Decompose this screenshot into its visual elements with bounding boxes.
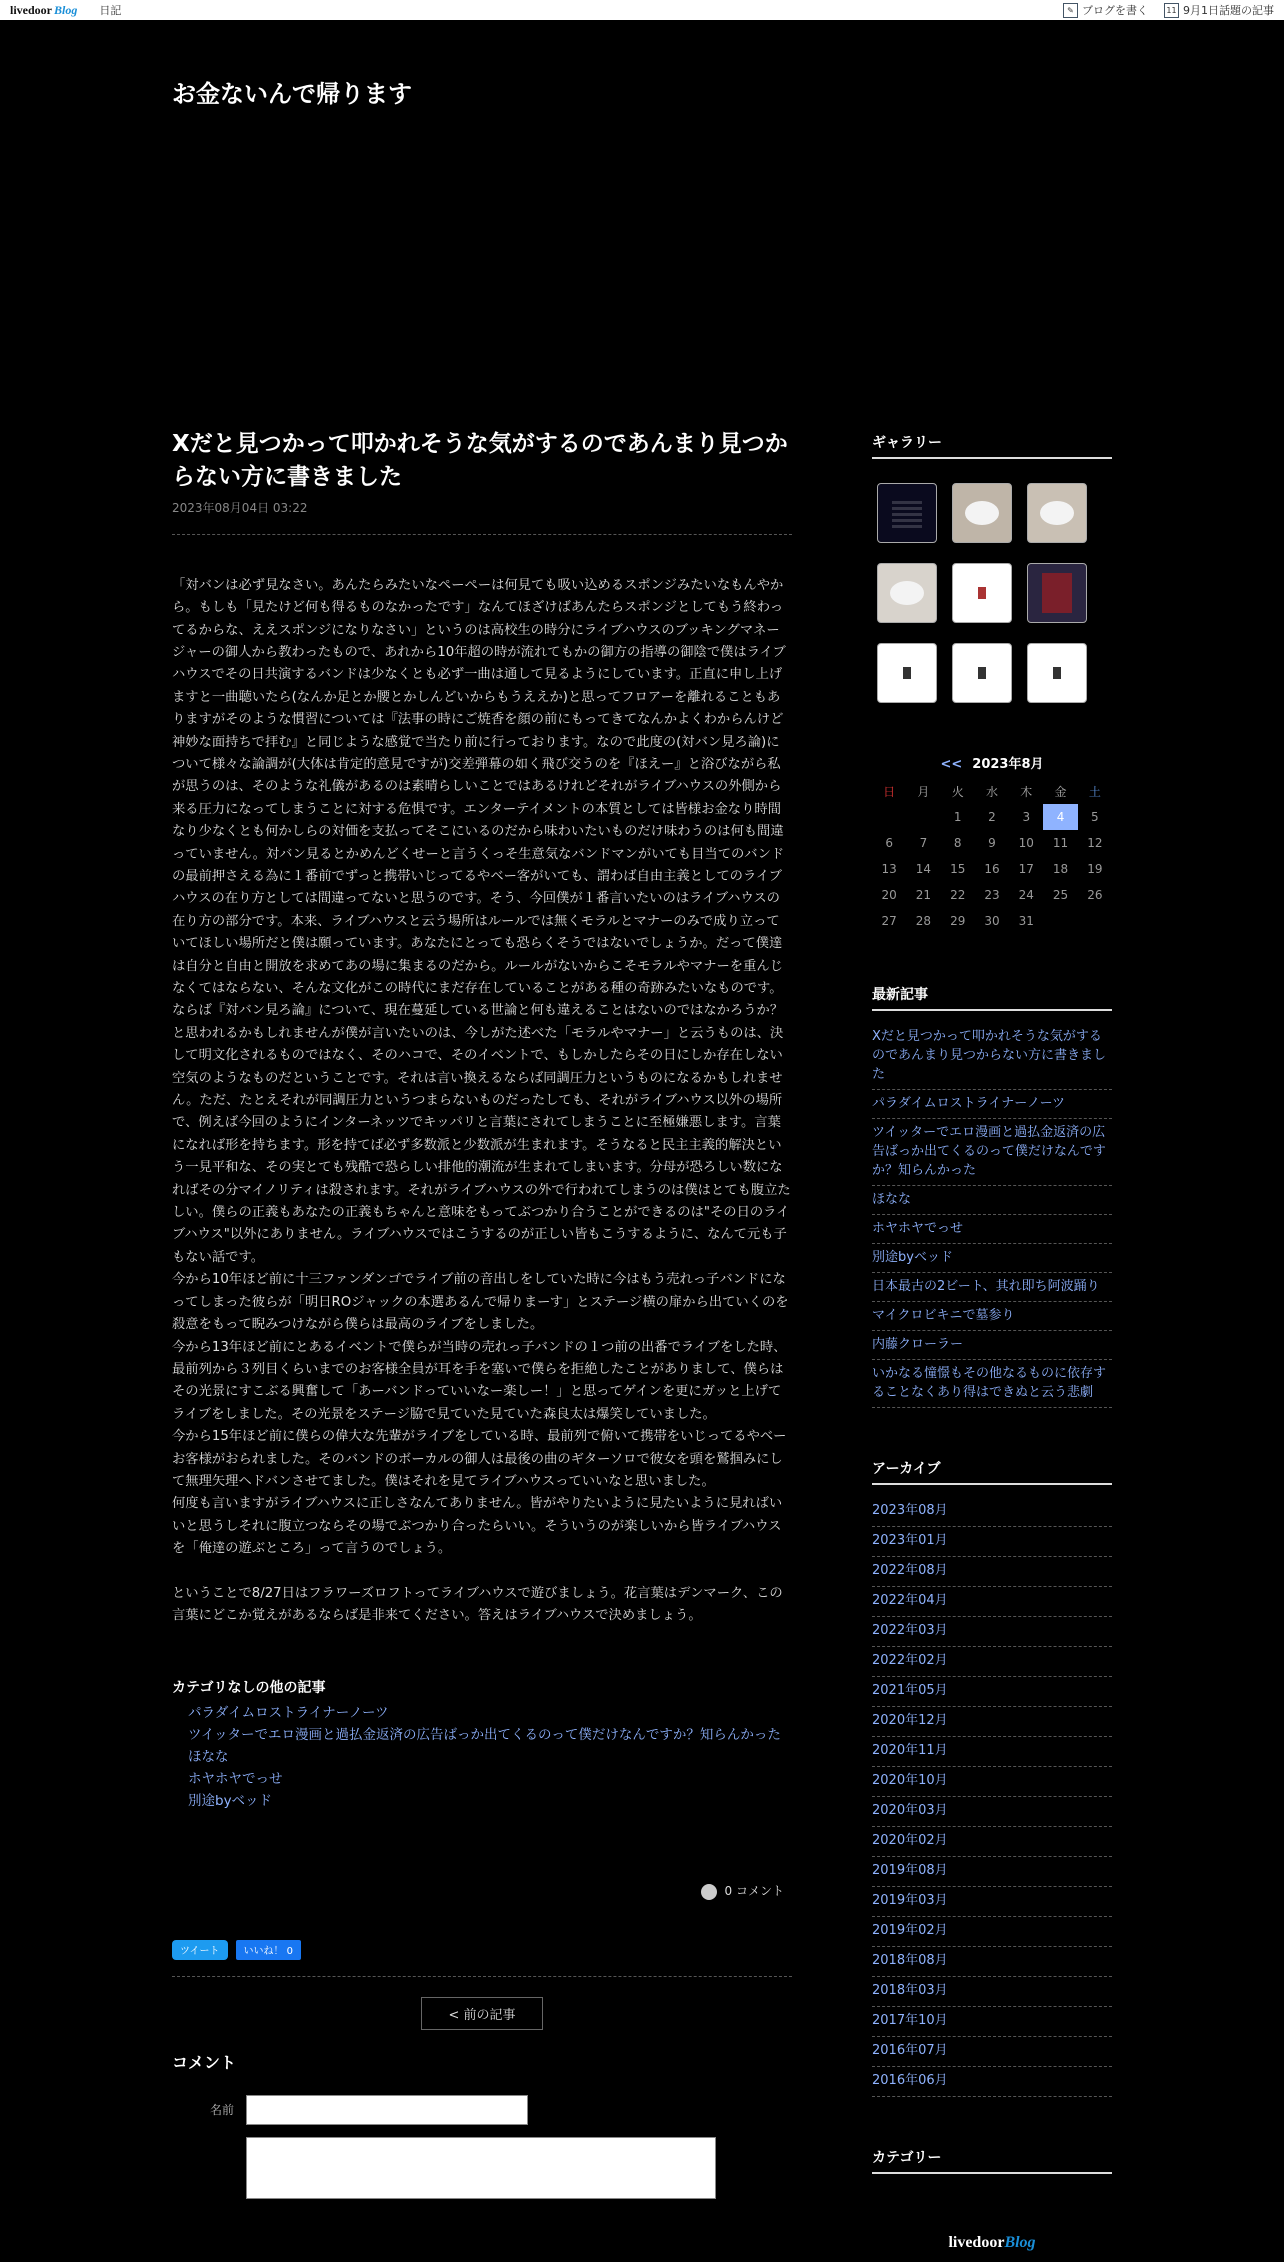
logo-text: livedoor xyxy=(10,2,52,17)
article-paragraph: 「対バンは必ず見なさい。あんたらみたいなペーペーは何見ても吸い込めるスポンジみたいなもんやから。もしも「見たけど何も得るものなかったです」なんてほざけばあんたらスポンジとしてもう終わってるからな、ええスポンジになりなさい」というのは高校生の時分にライブハウスのブッキングマネージャーの御人から教わったもので、あれから10年超の時が流れてもかの御方の指導の御陰で僕はライブハウスでその日共演するバンドは少なくとも必ず一曲は通して見るようにしています。正直に申し上げますと一曲聴いたら(なんか足とか腰とかしんどいからもうええか)と思ってフロアーを離れることもありますがそのような慣習については『法事の時にご焼香を顔の前にもってきてなんかよくわからんけど神妙な面持ちで拝む』と同じような感覚で当たり前に行っております。なので此度の(対バン見ろ論)について様々な論調が(大体は肯定的意見ですが)交差弾幕の如く飛び交うのを『ほえー』と浴びながら私が思うのは、そのような礼儀があるのは素晴らしいことではあるけれどそれがライブハウスの外側から来る圧力になってしまうことに対する危惧です。エンターテイメントの本質としては皆様お金なり時間なり少なくとも何かしらの対価を支払ってそこにいるのだから味わいたいものだけ味わうのは何も間違っていません。対バン見るとかめんどくせーと言うくっそ生意気なバンドマンがいても目当てのバンドの最前押さえる為に１番前でずっと携帯いじってるやベー客がいても、謂わば自由主義としてのライブハウスの在り方としては間違ってないと思うのです。そう、今回僕が１番言いたいのはライブハウスの在り方の部分です。本来、ライブハウスと云う場所はルールでは無くモラルとマナーのみで成り立っていてほしい場所だと僕は願っています。あなたにとっても恐らくそうではないでしょうか。だって僕達は自分と自由と開放を求めてあの場に集まるのだから。ルールがないからこそモラルやマナーを重んじなくてはならない、そんな文化がこの時代にまだ存在していることがある種の奇跡みたいなものです。 xyxy=(172,577,786,996)
gallery-thumbnail[interactable] xyxy=(877,483,937,543)
archive-link[interactable]: 2019年08月 xyxy=(872,1863,948,1878)
other-articles-list xyxy=(188,1703,792,1812)
recent-item xyxy=(872,1119,1112,1186)
logo-blog-text: Blog xyxy=(54,2,78,17)
calendar-weekday: 木 xyxy=(1020,784,1033,799)
gallery-thumbnail[interactable] xyxy=(1027,643,1087,703)
calendar-month: 2023年8月 xyxy=(972,757,1044,772)
calendar-day: 5 xyxy=(1091,810,1099,824)
calendar-day: 28 xyxy=(915,914,932,928)
gallery-thumbnail[interactable] xyxy=(1027,563,1087,623)
footer-logo-blog: Blog xyxy=(1004,2234,1036,2251)
other-articles-title: カテゴリなしの他の記事 xyxy=(172,1680,326,1697)
archive-item xyxy=(872,2037,1112,2067)
recent-link[interactable]: 内藤クローラー xyxy=(872,1337,964,1352)
recent-link[interactable]: ツイッターでエロ漫画と過払金返済の広告ばっか出てくるのって僕だけなんですか？知らんかった xyxy=(872,1125,1106,1178)
archive-link[interactable]: 2019年02月 xyxy=(872,1923,948,1938)
calendar-weekday: 水 xyxy=(985,784,998,799)
calendar-week xyxy=(872,908,1112,934)
archive-link[interactable]: 2018年03月 xyxy=(872,1983,948,1998)
recent-item xyxy=(872,1360,1112,1408)
recent-item xyxy=(872,1302,1112,1331)
archive-item xyxy=(872,1767,1112,1797)
calendar-week xyxy=(872,804,1112,830)
archive-list xyxy=(872,1497,1112,2097)
calendar-day: 24 xyxy=(1018,888,1034,902)
other-article-link[interactable]: 別途byベッド xyxy=(188,1793,273,1810)
comment-count-link[interactable] xyxy=(172,1882,792,1900)
calendar-week xyxy=(872,882,1112,908)
gallery-thumbnail[interactable] xyxy=(877,643,937,703)
archive-link[interactable]: 2022年03月 xyxy=(872,1623,948,1638)
livedoor-logo[interactable] xyxy=(10,3,77,18)
archive-item xyxy=(872,2067,1112,2097)
archive-item xyxy=(872,1587,1112,1617)
top-bar-right xyxy=(1063,0,1274,20)
archive-link[interactable]: 2016年07月 xyxy=(872,2043,948,2058)
gallery-thumbnail[interactable] xyxy=(1027,483,1087,543)
thumbnail-image xyxy=(892,498,922,528)
archive-link[interactable]: 2022年02月 xyxy=(872,1653,948,1668)
calendar-day: 21 xyxy=(915,888,932,902)
recent-title: 最新記事 xyxy=(872,984,1112,1011)
recent-item xyxy=(872,1244,1112,1273)
divider xyxy=(172,1976,792,1977)
calendar-weekday: 金 xyxy=(1054,784,1067,799)
calendar-weekdays xyxy=(872,778,1112,804)
archive-link[interactable]: 2023年08月 xyxy=(872,1503,948,1518)
recent-list xyxy=(872,1023,1112,1408)
article-paragraph: 今から10年ほど前に十三ファンダンゴでライブ前の音出しをしていた時に今はもう売れっ子バンドになってしまった彼らが「明日ROジャックの本選あるんで帰りまーす」とステージ横の扉から出ていくのを殺意をもって睨みつけながら僕らは最高のライブをしました。 xyxy=(172,1272,789,1333)
comment-name-row xyxy=(172,2095,792,2125)
thumbnail-image xyxy=(1053,667,1061,679)
calendar-day: 30 xyxy=(984,914,1000,928)
gallery-thumbnail[interactable] xyxy=(952,483,1012,543)
thumbnail-image xyxy=(978,667,986,679)
archive-title: アーカイブ xyxy=(872,1458,1112,1485)
calendar-day: 26 xyxy=(1087,888,1103,902)
calendar-day: 15 xyxy=(950,862,966,876)
recent-link[interactable]: ほなな xyxy=(872,1192,912,1207)
archive-link[interactable]: 2017年10月 xyxy=(872,2013,948,2028)
calendar-body xyxy=(872,804,1112,934)
top-bar xyxy=(0,0,1284,20)
calendar-day: 8 xyxy=(953,836,962,850)
comments-title: コメント xyxy=(172,2052,237,2072)
write-blog-label: ブログを書く xyxy=(1082,3,1148,17)
calendar-week xyxy=(872,856,1112,882)
gallery xyxy=(877,483,1112,703)
calendar-day: 17 xyxy=(1018,862,1034,876)
prev-article-button[interactable]: < 前の記事 xyxy=(421,1997,542,2030)
archive-item xyxy=(872,1827,1112,1857)
calendar-day: 14 xyxy=(915,862,932,876)
archive-link[interactable]: 2021年05月 xyxy=(872,1683,948,1698)
recent-link[interactable]: 日本最古の2ビート、其れ即ち阿波踊り xyxy=(872,1279,1100,1294)
other-article-link[interactable]: ほなな xyxy=(188,1749,229,1766)
recent-item xyxy=(872,1215,1112,1244)
recent-item xyxy=(872,1023,1112,1090)
thumbnail-image xyxy=(978,587,986,599)
calendar-day: 23 xyxy=(984,888,1000,902)
pencil-icon: ✎ xyxy=(1063,3,1078,18)
recent-item xyxy=(872,1090,1112,1119)
archive-item xyxy=(872,1707,1112,1737)
archive-link[interactable]: 2019年03月 xyxy=(872,1893,948,1908)
calendar-day: 16 xyxy=(984,862,1000,876)
divider xyxy=(172,534,792,535)
calendar-day: 7 xyxy=(919,836,928,850)
recent-link[interactable]: パラダイムロストライナーノーツ xyxy=(872,1096,1066,1111)
other-article-item xyxy=(188,1747,792,1768)
calendar-day[interactable]: 4 xyxy=(1043,804,1077,830)
archive-item xyxy=(872,1917,1112,1947)
other-article-item xyxy=(188,1725,792,1746)
calendar-day xyxy=(1043,908,1077,934)
site-title[interactable]: お金ないんで帰ります xyxy=(172,80,412,108)
archive-link[interactable]: 2018年08月 xyxy=(872,1953,948,1968)
archive-item xyxy=(872,1527,1112,1557)
calendar-prev-link[interactable]: << xyxy=(940,757,963,772)
archive-item xyxy=(872,2007,1112,2037)
calendar-day: 20 xyxy=(881,888,897,902)
calendar-day: 27 xyxy=(881,914,897,928)
archive-link[interactable]: 2016年06月 xyxy=(872,2073,948,2088)
article-paragraph: ということで8/27日はフラワーズロフトってライブハウスで遊びましょう。花言葉はデンマーク、この言葉にどこか覚えがあるならば是非来てください。答えはライブハウスで決めましょう。 xyxy=(172,1585,783,1623)
calendar-day: 22 xyxy=(950,888,966,902)
name-input[interactable] xyxy=(246,2095,528,2125)
comment-bubble-icon xyxy=(701,1884,717,1900)
comment-count: 0 コメント xyxy=(724,1884,784,1899)
archive-link[interactable]: 2020年03月 xyxy=(872,1803,948,1818)
calendar-day: 25 xyxy=(1052,888,1069,902)
archive-item xyxy=(872,1887,1112,1917)
calendar-day: 9 xyxy=(988,836,996,850)
archive-link[interactable]: 2022年08月 xyxy=(872,1563,948,1578)
archive-link[interactable]: 2020年11月 xyxy=(872,1743,948,1758)
paragraph-gap xyxy=(172,1561,792,1583)
calendar-day xyxy=(1078,908,1112,934)
recent-link[interactable]: 別途byベッド xyxy=(872,1250,953,1265)
gallery-thumbnail[interactable] xyxy=(952,643,1012,703)
recent-link[interactable]: いかなる憧憬もその他なるものに依存することなくあり得はできぬと云う悲劇 xyxy=(872,1366,1107,1400)
calendar-weekday: 日 xyxy=(883,784,896,799)
calendar-day: 3 xyxy=(1022,810,1031,824)
other-article-link[interactable]: ツイッターでエロ漫画と過払金返済の広告ばっか出てくるのって僕だけなんですか？知らんかった xyxy=(188,1727,781,1744)
calendar-day: 31 xyxy=(1018,914,1034,928)
archive-link[interactable]: 2022年04月 xyxy=(872,1593,948,1608)
calendar-weekday: 火 xyxy=(951,784,964,799)
archive-item xyxy=(872,1977,1112,2007)
calendar-day: 2 xyxy=(988,810,996,824)
article-paragraph: ならば『対バン見ろ論』について、現在蔓延している世論と何も違えることはないのではなかろうか？と思われるかもしれませんが僕が言いたいのは、今しがた述べた「モラルやマナー」と云うものは、決して明文化されるものではなく、そのハコで、そのイベントで、もしかしたらその日にしか存在しない空気のようなものだということです。それは言い換えるならば同調圧力というものになるかもしれません。ただ、たとえそれが同調圧力というつまらないものだったしても、それがライブハウス以外の場所で、例えば今回のようにインターネッツでキッパリと言葉にされてしまうことに至極嫌悪します。言葉になれば形を持ちます。形を持てば必ず多数派と少数派が生まれます。そうなると民主主義的解決という一見平和な、その実とても残酷で恐らしい排他的潮流が生まれてしまいます。分母が恐ろしい数になればその分マイノリティは殺されます。それがライブハウスの外で行われてしまうのは僕はとても腹立たしい。僕らの正義もあなたの正義もちゃんと意味をもってぶつかり合うことができるのは"その日のライブハウス"以外にありません。ライブハウスではこうするのが正しい皆もこうするように、なんて元も子もない話です。 xyxy=(172,1003,791,1265)
main-column xyxy=(172,428,792,2199)
archive-link[interactable]: 2020年02月 xyxy=(872,1833,948,1848)
recent-link[interactable]: ホヤホヤでっせ xyxy=(872,1221,964,1236)
calendar-weekday: 土 xyxy=(1088,784,1101,799)
calendar-icon: 11 xyxy=(1164,3,1179,18)
gallery-title: ギャラリー xyxy=(872,432,1112,459)
calendar-day: 10 xyxy=(1018,836,1034,850)
recent-item xyxy=(872,1186,1112,1215)
category xyxy=(872,2147,1112,2174)
recent-articles xyxy=(872,984,1112,1408)
tweet-button[interactable]: ツイート xyxy=(172,1940,228,1960)
calendar-day: 19 xyxy=(1087,862,1103,876)
other-article-link[interactable]: パラダイムロストライナーノーツ xyxy=(188,1705,389,1722)
calendar-header xyxy=(872,753,1112,772)
gallery-thumbnail[interactable] xyxy=(952,563,1012,623)
recent-item xyxy=(872,1273,1112,1302)
archive-item xyxy=(872,1557,1112,1587)
calendar-day: 11 xyxy=(1052,836,1069,850)
other-article-item xyxy=(188,1769,792,1790)
recent-item xyxy=(872,1331,1112,1360)
topic-label: 9月1日話題の記事 xyxy=(1183,3,1274,17)
nav-diary[interactable]: 日記 xyxy=(99,4,122,17)
archive-item xyxy=(872,1647,1112,1677)
calendar-day: 29 xyxy=(950,914,966,928)
other-article-link[interactable]: ホヤホヤでっせ xyxy=(188,1771,283,1788)
article-paragraph: 今から15年ほど前に僕らの偉大な先輩がライブをしている時、最前列で俯いて携帯をいじってるやベーお客様がおられました。そのバンドのボーカルの御人は最後の曲のギターソロで彼女を頭を鷲掴みにして無理矢理ヘドバンさせてました。僕はそれを見てライブハウスっていいなと思いました。 xyxy=(172,1429,787,1489)
archive-item xyxy=(872,1677,1112,1707)
calendar-day xyxy=(906,804,940,830)
thumbnail-image xyxy=(1042,573,1072,613)
gallery-thumbnail[interactable] xyxy=(877,563,937,623)
archive-item xyxy=(872,1617,1112,1647)
recent-link[interactable]: Xだと見つかって叩かれそうな気がするのであんまり見つからない方に書きました xyxy=(872,1029,1107,1082)
article-date: 2023年08月04日 03:22 xyxy=(172,500,308,515)
like-button[interactable]: いいね！ 0 xyxy=(236,1940,302,1960)
write-blog-link[interactable] xyxy=(1063,2,1148,19)
archive-link[interactable]: 2020年12月 xyxy=(872,1713,948,1728)
recent-link[interactable]: マイクロビキニで墓参り xyxy=(872,1308,1015,1323)
category-title: カテゴリー xyxy=(872,2147,1112,2174)
archive-item xyxy=(872,1497,1112,1527)
article-paragraph: 今から13年ほど前にとあるイベントで僕らが当時の売れっ子バンドの１つ前の出番でライブをした時、最前列から３列目くらいまでのお客様全員が耳を手を塞いで僕らを拒絶したことがありまして、僕らはその光景にすこぶる興奮して「あーバンドっていいなー楽しー！」と思ってゲインを更にガッと上げてライブをしました。その光景をステージ脇で見ていた見ていた森良太は爆笑していました。 xyxy=(172,1339,787,1422)
thumbnail-image xyxy=(903,667,911,679)
calendar-day: 6 xyxy=(885,836,893,850)
archive xyxy=(872,1458,1112,2097)
calendar-day: 1 xyxy=(953,810,962,824)
thumbnail-image xyxy=(1040,501,1074,525)
calendar-weekday: 月 xyxy=(917,784,930,799)
topic-link[interactable] xyxy=(1164,2,1274,19)
footer-logo-text: livedoor xyxy=(948,2234,1005,2251)
archive-item xyxy=(872,1797,1112,1827)
thumbnail-image xyxy=(890,581,924,605)
archive-link[interactable]: 2023年01月 xyxy=(872,1533,948,1548)
calendar-week xyxy=(872,830,1112,856)
footer-logo[interactable] xyxy=(872,2234,1112,2252)
calendar-day: 13 xyxy=(881,862,897,876)
article-body xyxy=(172,575,792,1628)
archive-link[interactable]: 2020年10月 xyxy=(872,1773,948,1788)
other-article-item xyxy=(188,1791,792,1812)
thumbnail-image xyxy=(965,501,999,525)
sidebar xyxy=(872,432,1112,2252)
calendar-day: 18 xyxy=(1052,862,1069,876)
archive-item xyxy=(872,1737,1112,1767)
calendar-day: 12 xyxy=(1087,836,1103,850)
other-article-item xyxy=(188,1703,792,1724)
calendar-day xyxy=(872,804,906,830)
calendar-table xyxy=(872,778,1112,934)
pager xyxy=(172,1997,792,2030)
calendar xyxy=(872,753,1112,934)
archive-item xyxy=(872,1947,1112,1977)
share-buttons xyxy=(172,1940,792,1960)
archive-item xyxy=(872,1857,1112,1887)
comment-body-input[interactable] xyxy=(246,2137,716,2199)
name-label: 名前 xyxy=(209,2103,234,2118)
article-title[interactable]: Xだと見つかって叩かれそうな気がするのであんまり見つからない方に書きました xyxy=(172,431,788,491)
article-paragraph: 何度も言いますがライブハウスに正しさなんてありません。皆がやりたいように見たいように見ればいいと思うしそれに腹立つならその場でぶつかり合ったらいい。そういうのが楽しいから皆ライブハウスを「俺達の遊ぶところ」って言うのでしょう。 xyxy=(172,1496,783,1557)
